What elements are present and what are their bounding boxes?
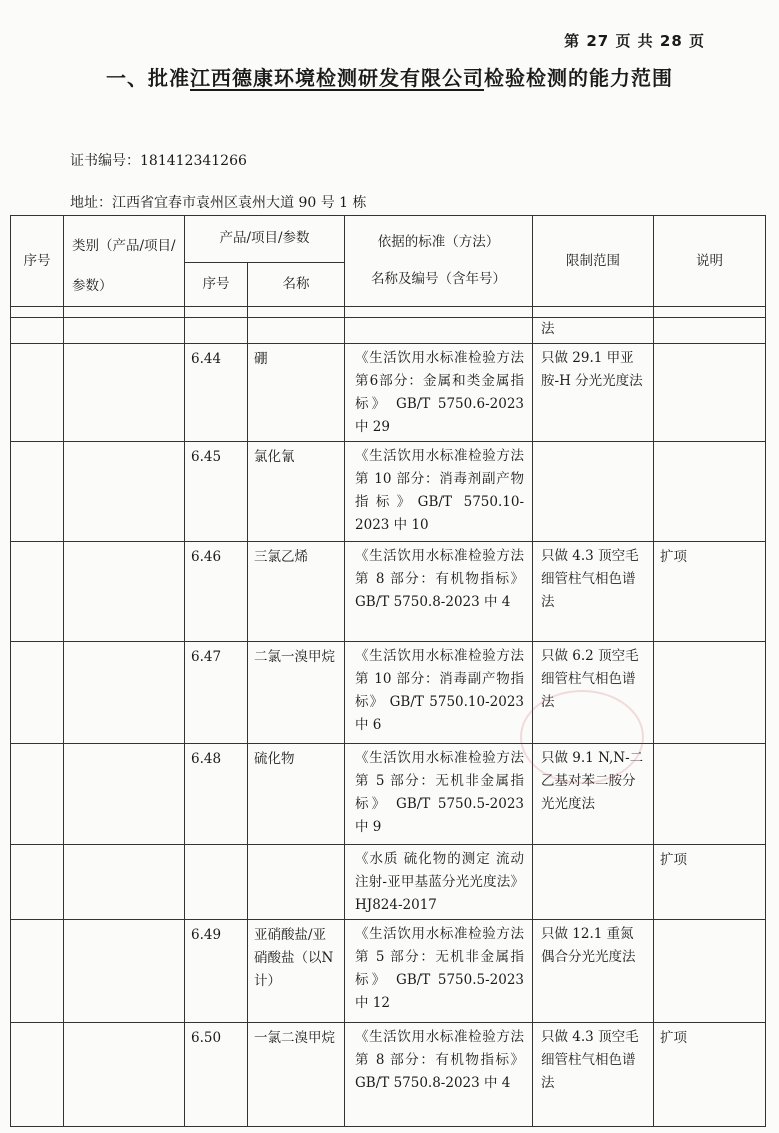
page-number: 第 27 页 共 28 页 — [564, 32, 705, 50]
page-title — [0, 62, 779, 91]
capability-table — [10, 215, 766, 1127]
title-prefix: 一、批准 — [106, 66, 190, 90]
header-standard-line2: 名称及编号（含年号） — [371, 271, 507, 287]
table-row: 《水质 硫化物的测定 流动注射-亚甲基蓝分光光度法》HJ824-2017 扩项 — [11, 845, 766, 920]
table-row: 6.46 三氯乙烯 《生活饮用水标准检验方法 第 8 部分：有机物指标》GB/T 5750.8-2023 中 4 只做 4.3 顶空毛细管柱气相色谱法 扩项 — [11, 542, 766, 642]
header-name: 名称 — [248, 262, 345, 306]
header-note: 说明 — [654, 216, 766, 307]
table-row: 6.50 一氯二溴甲烷 《生活饮用水标准检验方法 第 8 部分：有机物指标》GB/T 5750.8-2023 中 4 只做 4.3 顶空毛细管柱气相色谱法 扩项 — [11, 1023, 766, 1127]
table-row: 法 — [11, 318, 766, 344]
title-suffix: 检验检测的能力范围 — [484, 66, 673, 90]
header-seq: 序号 — [11, 216, 64, 307]
certificate-number: 证书编号：181412341266 — [70, 153, 247, 169]
address: 地址：江西省宜春市袁州区袁州大道 90 号 1 栋 — [70, 195, 367, 211]
table-row: 6.47 二氯一溴甲烷 《生活饮用水标准检验方法 第 10 部分：消毒副产物指标》 GB/T 5750.10-2023 中 6 只做 6.2 顶空毛细管柱气相色谱法 — [11, 642, 766, 744]
header-standard-line1: 依据的标准（方法） — [377, 234, 500, 250]
table-row: 6.49 亚硝酸盐/亚硝酸盐（以N计） 《生活饮用水标准检验方法 第 5 部分：无机非金属指标》 GB/T 5750.5-2023 中 12 只做 12.1 重氮偶合分光光度法 — [11, 920, 766, 1023]
table-row: 6.48 硫化物 《生活饮用水标准检验方法 第 5 部分：无机非金属指标》 GB/T 5750.5-2023 中 9 只做 9.1 N,N-二乙基对苯二胺分光光度法 — [11, 744, 766, 845]
header-standard — [345, 216, 533, 307]
table-row: 6.45 氯化氰 《生活饮用水标准检验方法 第 10 部分：消毒剂副产物指标》GB/T 5750.10-2023 中 10 — [11, 442, 766, 542]
table-row: 6.44 硼 《生活饮用水标准检验方法 第6部分：金属和类金属指标》 GB/T 5750.6-2023 中 29 只做 29.1 甲亚胺-H 分光光度法 — [11, 344, 766, 442]
title-organization: 江西德康环境检测研发有限公司 — [190, 66, 484, 90]
header-product-group: 产品/项目/参数 — [185, 216, 345, 263]
header-sub-seq: 序号 — [185, 262, 248, 306]
header-limit: 限制范围 — [533, 216, 654, 307]
header-category: 类别（产品/项目/参数） — [64, 216, 185, 307]
